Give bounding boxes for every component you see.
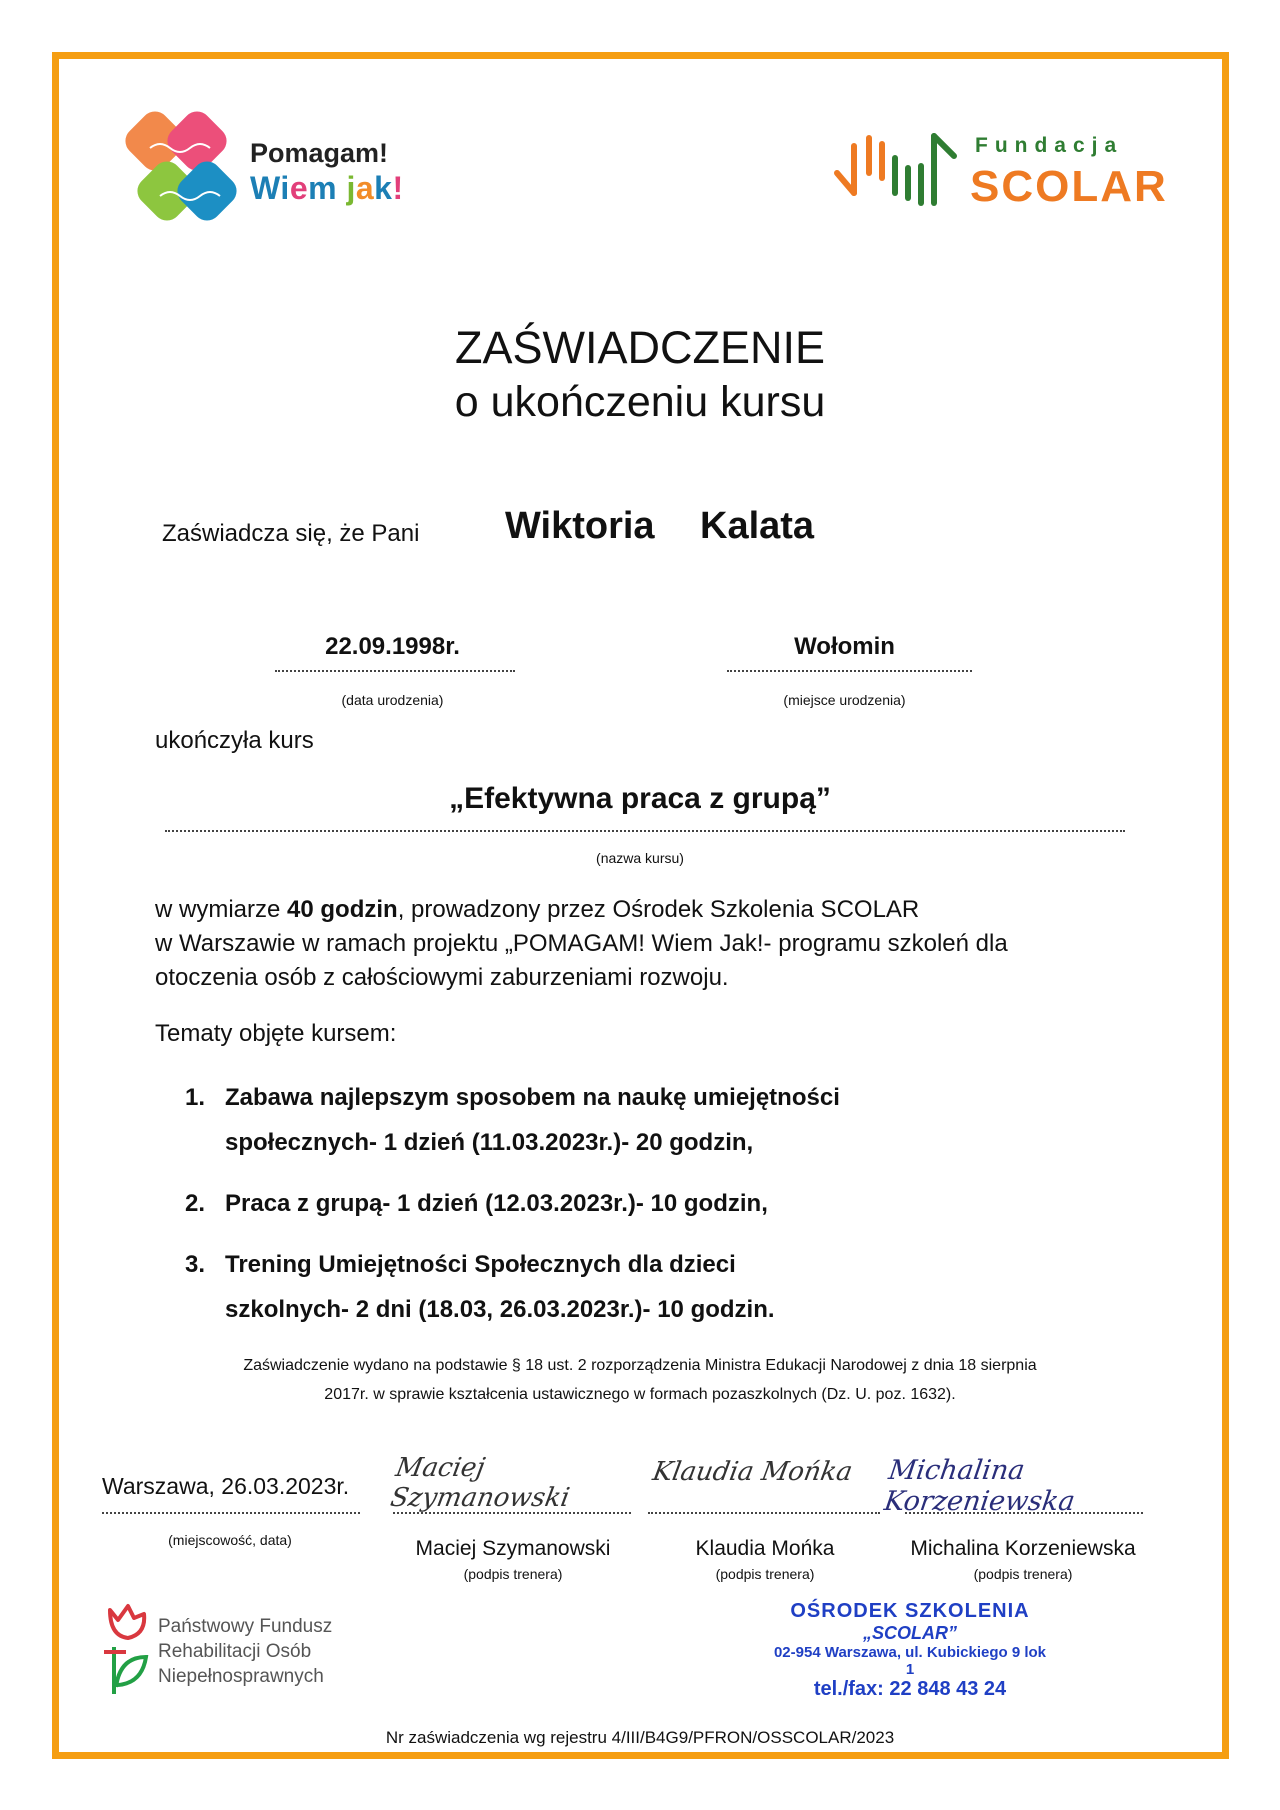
pfron-line: Rehabilitacji Osób — [158, 1641, 312, 1662]
organization-stamp — [770, 1600, 1050, 1710]
topic-line: społecznych- 1 dzień (11.03.2023r.)- 20 godzin, — [225, 1129, 754, 1156]
legal-line-2: 2017r. w sprawie kształcenia ustawicznego w formach pozaszkolnych (Dz. U. poz. 1632). — [324, 1386, 956, 1403]
topic-number: 3. — [185, 1251, 206, 1278]
description-text: w wymiarze — [155, 896, 288, 923]
scolar-logo-line1: Fundacja — [975, 134, 1124, 157]
recipient-last-name: Kalata — [700, 505, 815, 547]
description-line-1 — [155, 893, 1135, 927]
trainer-role: (podpis trenera) — [715, 1566, 815, 1582]
logo-text-part: Wi — [250, 170, 290, 206]
stamp-line: tel./fax: 22 848 43 24 — [813, 1678, 1007, 1700]
issue-place-date-label: (miejscowość, data) — [168, 1532, 292, 1548]
topic-line: szkolnych- 2 dni (18.03, 26.03.2023r.)- 10 godzin. — [225, 1296, 775, 1323]
course-name-line — [165, 830, 1125, 832]
topic-number: 1. — [185, 1084, 206, 1111]
course-hours: 40 godzin — [287, 896, 398, 923]
trainer-name: Klaudia Mońka — [695, 1537, 835, 1560]
topics-list — [185, 1075, 1085, 1348]
topic-item — [185, 1242, 1085, 1332]
recipient-first-name: Wiktoria — [505, 505, 655, 547]
legal-line-1: Zaświadczenie wydano na podstawie § 18 ust. 2 rozporządzenia Ministra Edukacji Narodowej z dnia 18 sierpnia — [243, 1357, 1037, 1374]
signature-line — [905, 1512, 1143, 1514]
pfron-logo — [100, 1602, 400, 1702]
completed-text: ukończyła kurs — [155, 727, 314, 754]
scolar-logo-line2: SCOLAR — [970, 162, 1168, 211]
topics-heading: Tematy objęte kursem: — [155, 1020, 397, 1047]
description-text: , prowadzony przez Ośrodek Szkolenia SCOLAR — [397, 896, 920, 923]
logo-text-part: e — [289, 170, 309, 206]
topic-line: Praca z grupą- 1 dzień (12.03.2023r.)- 10 godzin, — [225, 1190, 768, 1217]
legal-basis — [0, 1351, 1280, 1409]
signature-handwriting: Klaudia Mońka — [650, 1457, 855, 1487]
birth-place-line — [727, 670, 972, 672]
logo-text-part: j — [346, 170, 356, 206]
pomagam-logo-line1: Pomagam! — [250, 138, 389, 168]
trainer-role: (podpis trenera) — [463, 1566, 563, 1582]
birth-place: Wołomin — [794, 633, 895, 660]
hands-icon — [120, 108, 245, 233]
topic-item — [185, 1075, 1085, 1165]
description-line-2: w Warszawie w ramach projektu „POMAGAM! Wiem Jak!- programu szkoleń dla — [155, 930, 1008, 957]
document-subtitle: o ukończeniu kursu — [454, 378, 826, 426]
stamp-line: 02-954 Warszawa, ul. Kubickiego 9 lok 1 — [773, 1644, 1047, 1678]
logo-text-part: k — [374, 170, 393, 206]
course-description — [155, 893, 1135, 995]
logo-text-part: m — [308, 170, 347, 206]
signature-line — [648, 1512, 880, 1514]
signature-handwriting: Maciej Szymanowski — [388, 1453, 572, 1513]
issue-place-date: Warszawa, 26.03.2023r. — [102, 1473, 350, 1499]
topic-line: Trening Umiejętności Społecznych dla dzieci — [225, 1251, 736, 1278]
stamp-line: „SCOLAR” — [863, 1623, 957, 1643]
logo-text-part: ! — [392, 170, 404, 206]
logo-text-part: a — [355, 170, 375, 206]
tulip-icon — [100, 1602, 150, 1697]
registry-number: Nr zaświadczenia wg rejestru 4/III/B4G9/PFRON/OSSCOLAR/2023 — [385, 1728, 895, 1747]
description-line-3: otoczenia osób z całościowymi zaburzeniami rozwoju. — [155, 964, 729, 991]
document-title: ZAŚWIADCZENIE — [454, 322, 826, 373]
topic-line: Zabawa najlepszym sposobem na naukę umiejętności — [225, 1084, 840, 1111]
stamp-line: OŚRODEK SZKOLENIA — [790, 1600, 1030, 1622]
issue-place-date-line — [102, 1512, 360, 1514]
pfron-line: Państwowy Fundusz — [158, 1616, 333, 1637]
pomagam-logo-line2 — [250, 170, 404, 207]
birth-date: 22.09.1998r. — [325, 633, 460, 660]
birth-place-label: (miejsce urodzenia) — [783, 692, 906, 708]
pomagam-logo — [120, 108, 450, 238]
trainer-name: Maciej Szymanowski — [415, 1537, 611, 1560]
scolar-logo — [820, 118, 1200, 228]
topic-item — [185, 1181, 1085, 1226]
trainer-role: (podpis trenera) — [973, 1566, 1073, 1582]
birth-date-line — [275, 670, 515, 672]
birth-date-label: (data urodzenia) — [341, 692, 444, 708]
topic-number: 2. — [185, 1190, 206, 1217]
trainer-signature — [388, 1435, 635, 1513]
trainer-signature — [650, 1435, 895, 1505]
course-name: „Efektywna praca z grupą” — [449, 782, 831, 815]
signature-handwriting: Michalina Korzeniewska — [882, 1455, 1077, 1517]
signature-line — [393, 1512, 631, 1514]
scolar-bars-icon — [832, 128, 967, 218]
certifies-text: Zaświadcza się, że Pani — [162, 520, 420, 547]
trainer-name: Michalina Korzeniewska — [910, 1537, 1136, 1560]
pfron-line: Niepełnosprawnych — [158, 1666, 324, 1687]
trainer-signature — [882, 1435, 1218, 1517]
course-name-label: (nazwa kursu) — [596, 850, 684, 866]
